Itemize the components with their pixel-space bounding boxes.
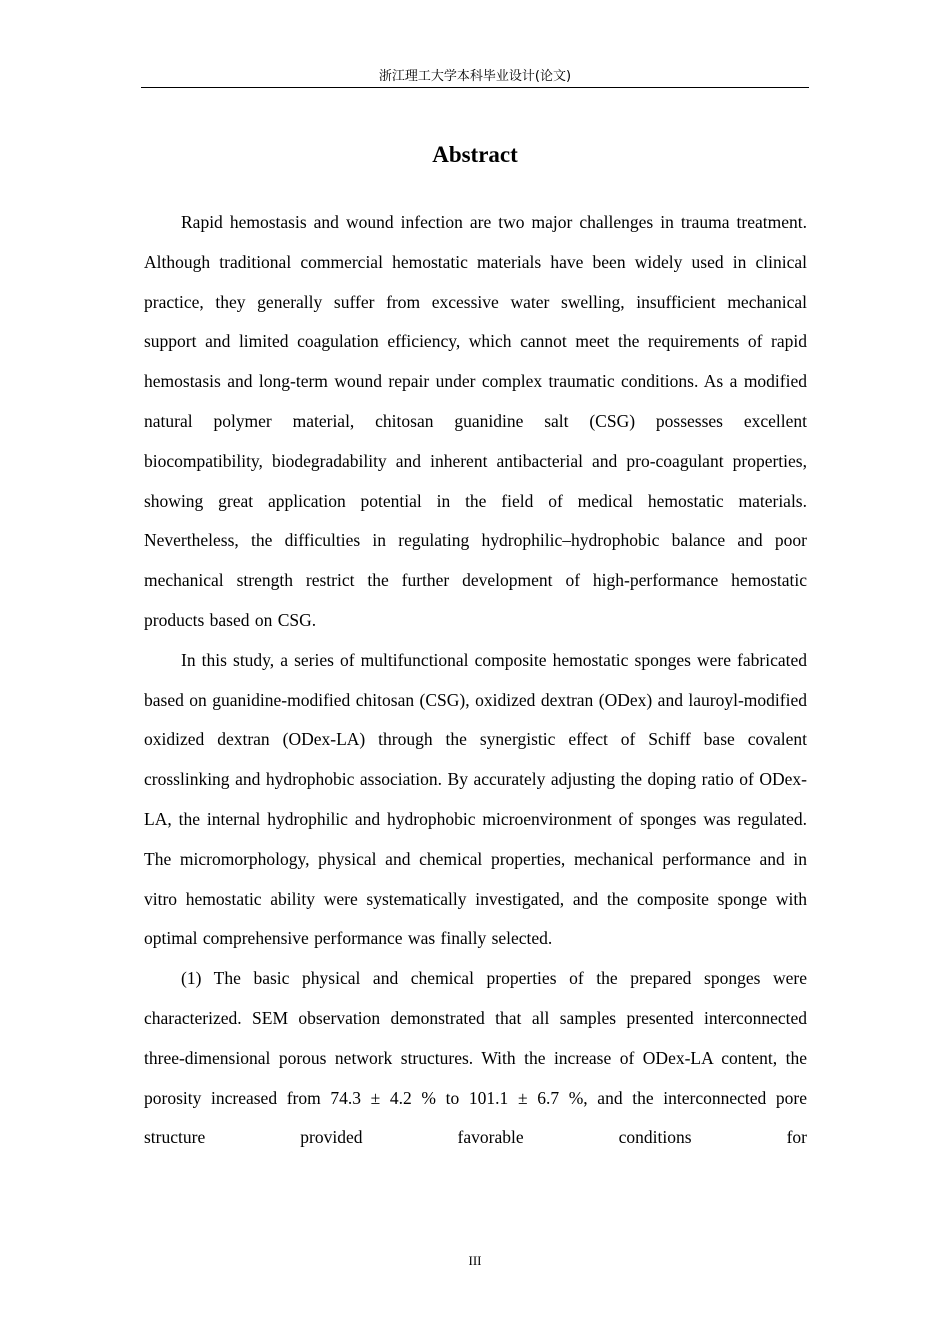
abstract-body [144, 203, 807, 1158]
abstract-paragraph-2: In this study, a series of multifunctional composite hemostatic sponges were fabricated based on guanidine-modified chitosan (CSG), oxidized dextran (ODex) and lauroyl-modified oxidized dextran (ODex-LA) through the synergistic effect of Schiff base covalent crosslinking and hydrophobic association. By accurately adjusting the doping ratio of ODex-LA, the internal hydrophilic and hydrophobic microenvironment of sponges was regulated. The micromorphology, physical and chemical properties, mechanical performance and in vitro hemostatic ability were systematically investigated, and the composite sponge with optimal comprehensive performance was finally selected. [144, 649, 807, 949]
abstract-paragraph-3: (1) The basic physical and chemical properties of the prepared sponges were characterized. SEM observation demonstrated that all samples presented interconnected three-dimensional porous network structures. With the increase of ODex-LA content, the porosity increased from 74.3 ± 4.2 % to 101.1 ± 6.7 %, and the interconnected pore structure provided favorable conditions for [144, 968, 807, 1148]
page-header: 浙江理工大学本科毕业设计(论文) [141, 68, 809, 88]
abstract-paragraph-1: Rapid hemostasis and wound infection are two major challenges in trauma treatment. Although traditional commercial hemostatic materials have been widely used in clinical practice, they generally suffer from excessive water swelling, insufficient mechanical support and limited coagulation efficiency, which cannot meet the requirements of rapid hemostasis and long-term wound repair under complex traumatic conditions. As a modified natural polymer material, chitosan guanidine salt (CSG) possesses excellent biocompatibility, biodegradability and inherent antibacterial and pro-coagulant properties, showing great application potential in the field of medical hemostatic materials. Nevertheless, the difficulties in regulating hydrophilic–hydrophobic balance and poor mechanical strength restrict the further development of high-performance hemostatic products based on CSG. [144, 212, 807, 630]
page-number: III [468, 1253, 482, 1268]
page-title: Abstract [432, 142, 518, 167]
